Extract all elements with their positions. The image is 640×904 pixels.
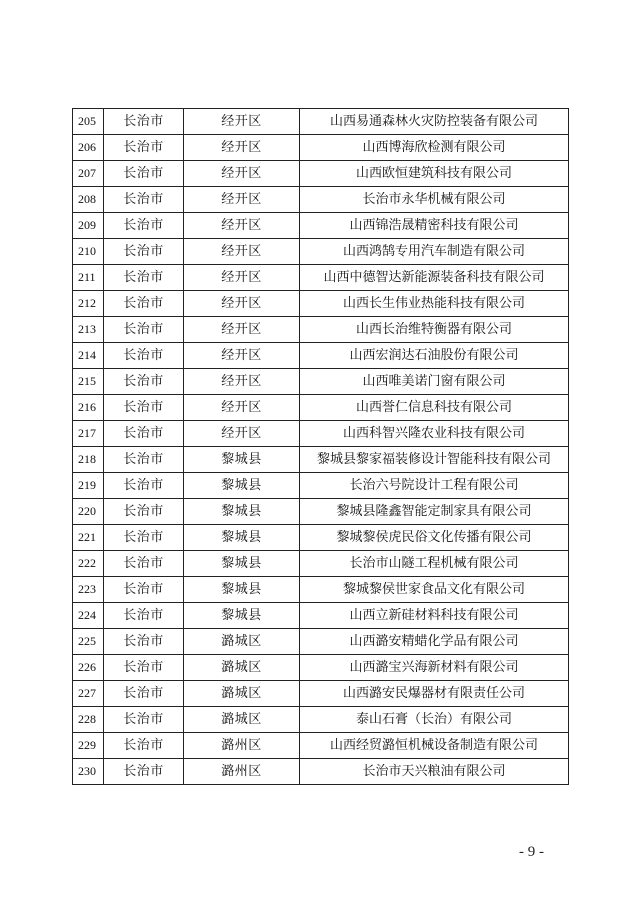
company-name-cell: 黎城黎侯世家食品文化有限公司 — [300, 577, 569, 603]
table-row — [73, 707, 569, 733]
row-number-cell: 209 — [73, 213, 104, 239]
district-cell: 潞城区 — [184, 655, 300, 681]
district-cell: 经开区 — [184, 213, 300, 239]
city-cell: 长治市 — [104, 499, 184, 525]
city-cell: 长治市 — [104, 733, 184, 759]
company-name-cell: 山西长生伟业热能科技有限公司 — [300, 291, 569, 317]
city-cell: 长治市 — [104, 447, 184, 473]
district-cell: 经开区 — [184, 109, 300, 135]
row-number-cell: 211 — [73, 265, 104, 291]
table-row — [73, 135, 569, 161]
table-row — [73, 499, 569, 525]
table-row — [73, 551, 569, 577]
row-number-cell: 216 — [73, 395, 104, 421]
page-number: - 9 - — [519, 844, 544, 860]
row-number-cell: 222 — [73, 551, 104, 577]
company-name-cell: 黎城黎侯虎民俗文化传播有限公司 — [300, 525, 569, 551]
table-row — [73, 395, 569, 421]
district-cell: 黎城县 — [184, 447, 300, 473]
row-number-cell: 219 — [73, 473, 104, 499]
city-cell: 长治市 — [104, 317, 184, 343]
city-cell: 长治市 — [104, 291, 184, 317]
table-row — [73, 317, 569, 343]
company-name-cell: 山西誉仁信息科技有限公司 — [300, 395, 569, 421]
city-cell: 长治市 — [104, 187, 184, 213]
table-row — [73, 291, 569, 317]
district-cell: 经开区 — [184, 187, 300, 213]
company-name-cell: 山西宏润达石油股份有限公司 — [300, 343, 569, 369]
district-cell: 经开区 — [184, 395, 300, 421]
city-cell: 长治市 — [104, 759, 184, 785]
table-row — [73, 265, 569, 291]
table-row — [73, 343, 569, 369]
row-number-cell: 225 — [73, 629, 104, 655]
company-name-cell: 山西易通森林火灾防控装备有限公司 — [300, 109, 569, 135]
row-number-cell: 226 — [73, 655, 104, 681]
table-row — [73, 187, 569, 213]
district-cell: 经开区 — [184, 265, 300, 291]
company-name-cell: 山西博海欣检测有限公司 — [300, 135, 569, 161]
company-name-cell: 山西潞安精蜡化学品有限公司 — [300, 629, 569, 655]
city-cell: 长治市 — [104, 525, 184, 551]
district-cell: 经开区 — [184, 421, 300, 447]
row-number-cell: 205 — [73, 109, 104, 135]
company-list-table — [72, 108, 569, 785]
table-row — [73, 733, 569, 759]
table-row — [73, 369, 569, 395]
company-name-cell: 黎城县黎家福装修设计智能科技有限公司 — [300, 447, 569, 473]
row-number-cell: 212 — [73, 291, 104, 317]
district-cell: 黎城县 — [184, 577, 300, 603]
company-name-cell: 泰山石膏（长治）有限公司 — [300, 707, 569, 733]
company-name-cell: 长治市山隧工程机械有限公司 — [300, 551, 569, 577]
district-cell: 黎城县 — [184, 551, 300, 577]
district-cell: 经开区 — [184, 135, 300, 161]
company-name-cell: 山西潞安民爆器材有限责任公司 — [300, 681, 569, 707]
table-row — [73, 759, 569, 785]
city-cell: 长治市 — [104, 629, 184, 655]
district-cell: 黎城县 — [184, 603, 300, 629]
city-cell: 长治市 — [104, 343, 184, 369]
district-cell: 黎城县 — [184, 525, 300, 551]
company-name-cell: 长治市永华机械有限公司 — [300, 187, 569, 213]
district-cell: 经开区 — [184, 343, 300, 369]
company-name-cell: 山西鸿鹄专用汽车制造有限公司 — [300, 239, 569, 265]
row-number-cell: 224 — [73, 603, 104, 629]
row-number-cell: 206 — [73, 135, 104, 161]
city-cell: 长治市 — [104, 395, 184, 421]
city-cell: 长治市 — [104, 421, 184, 447]
district-cell: 黎城县 — [184, 473, 300, 499]
company-name-cell: 长治市天兴粮油有限公司 — [300, 759, 569, 785]
company-name-cell: 山西科智兴隆农业科技有限公司 — [300, 421, 569, 447]
city-cell: 长治市 — [104, 577, 184, 603]
table-row — [73, 681, 569, 707]
row-number-cell: 215 — [73, 369, 104, 395]
row-number-cell: 214 — [73, 343, 104, 369]
city-cell: 长治市 — [104, 707, 184, 733]
company-name-cell: 长治六号院设计工程有限公司 — [300, 473, 569, 499]
city-cell: 长治市 — [104, 135, 184, 161]
table-row — [73, 473, 569, 499]
row-number-cell: 223 — [73, 577, 104, 603]
city-cell: 长治市 — [104, 265, 184, 291]
city-cell: 长治市 — [104, 603, 184, 629]
city-cell: 长治市 — [104, 213, 184, 239]
company-name-cell: 山西长治维特衡器有限公司 — [300, 317, 569, 343]
table-row — [73, 629, 569, 655]
row-number-cell: 208 — [73, 187, 104, 213]
row-number-cell: 227 — [73, 681, 104, 707]
table-row — [73, 525, 569, 551]
city-cell: 长治市 — [104, 369, 184, 395]
row-number-cell: 221 — [73, 525, 104, 551]
district-cell: 潞城区 — [184, 707, 300, 733]
company-name-cell: 山西欧恒建筑科技有限公司 — [300, 161, 569, 187]
row-number-cell: 218 — [73, 447, 104, 473]
table-row — [73, 109, 569, 135]
table-row — [73, 577, 569, 603]
company-name-cell: 山西立新硅材料科技有限公司 — [300, 603, 569, 629]
row-number-cell: 228 — [73, 707, 104, 733]
table-row — [73, 655, 569, 681]
row-number-cell: 207 — [73, 161, 104, 187]
district-cell: 经开区 — [184, 317, 300, 343]
row-number-cell: 210 — [73, 239, 104, 265]
district-cell: 潞州区 — [184, 733, 300, 759]
company-name-cell: 山西潞宝兴海新材料有限公司 — [300, 655, 569, 681]
city-cell: 长治市 — [104, 473, 184, 499]
row-number-cell: 230 — [73, 759, 104, 785]
city-cell: 长治市 — [104, 109, 184, 135]
district-cell: 经开区 — [184, 161, 300, 187]
district-cell: 潞城区 — [184, 629, 300, 655]
table-row — [73, 161, 569, 187]
city-cell: 长治市 — [104, 655, 184, 681]
row-number-cell: 213 — [73, 317, 104, 343]
company-name-cell: 黎城县隆鑫智能定制家具有限公司 — [300, 499, 569, 525]
district-cell: 经开区 — [184, 239, 300, 265]
company-name-cell: 山西锦浩晟精密科技有限公司 — [300, 213, 569, 239]
district-cell: 经开区 — [184, 369, 300, 395]
district-cell: 潞城区 — [184, 681, 300, 707]
table-row — [73, 421, 569, 447]
company-name-cell: 山西唯美诺门窗有限公司 — [300, 369, 569, 395]
district-cell: 黎城县 — [184, 499, 300, 525]
row-number-cell: 220 — [73, 499, 104, 525]
table-row — [73, 239, 569, 265]
city-cell: 长治市 — [104, 161, 184, 187]
district-cell: 经开区 — [184, 291, 300, 317]
company-name-cell: 山西中德智达新能源装备科技有限公司 — [300, 265, 569, 291]
table-body — [73, 109, 569, 785]
row-number-cell: 229 — [73, 733, 104, 759]
table-row — [73, 213, 569, 239]
city-cell: 长治市 — [104, 551, 184, 577]
table-row — [73, 603, 569, 629]
row-number-cell: 217 — [73, 421, 104, 447]
city-cell: 长治市 — [104, 681, 184, 707]
city-cell: 长治市 — [104, 239, 184, 265]
district-cell: 潞州区 — [184, 759, 300, 785]
table-row — [73, 447, 569, 473]
company-name-cell: 山西经贸潞恒机械设备制造有限公司 — [300, 733, 569, 759]
